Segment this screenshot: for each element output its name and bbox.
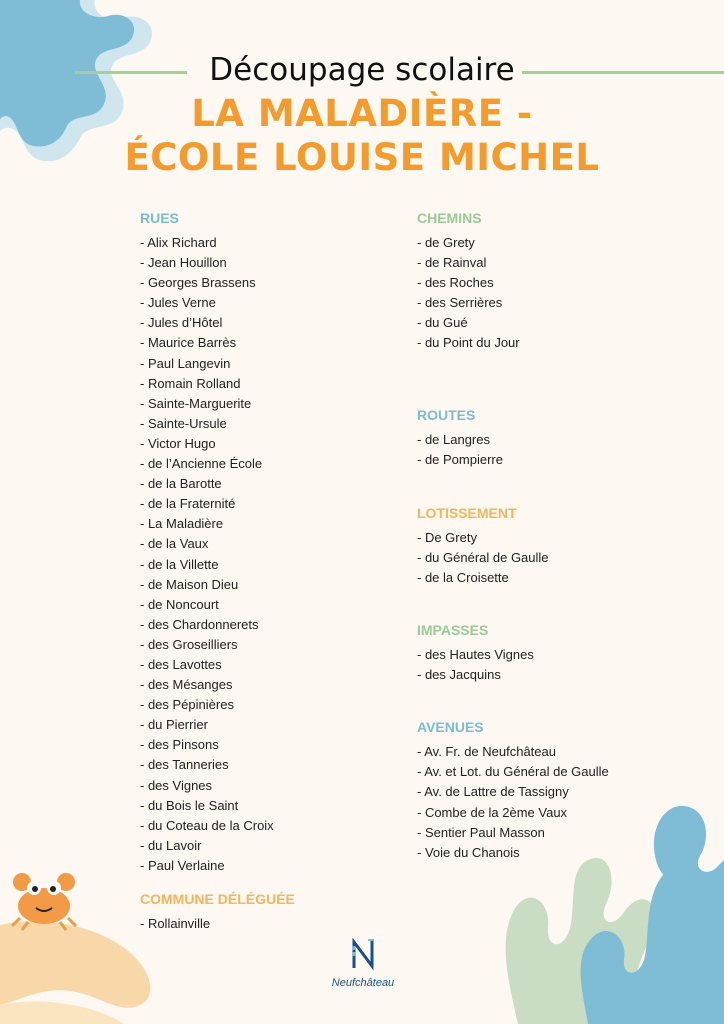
list-item: - Alix Richard <box>140 235 217 250</box>
list-chemins <box>417 233 717 354</box>
section-impasses <box>417 621 717 685</box>
left-column <box>140 209 390 934</box>
list-item: - La Maladière <box>140 516 224 532</box>
section-lotissement <box>417 504 717 588</box>
section-routes <box>417 406 717 470</box>
list-item: - des Vignes <box>140 777 213 793</box>
crab-icon <box>4 862 84 932</box>
list-item: - Combe de la 2ème Vaux <box>417 804 568 820</box>
list-item: - des Lavottes <box>140 656 222 672</box>
list-item: - Jules d’Hôtel <box>140 315 223 331</box>
page-title-line1: LA MALADIÈRE - <box>191 92 533 135</box>
list-item: - des Pinsons <box>140 737 219 753</box>
section-title-chemins: CHEMINS <box>417 210 482 226</box>
list-item: - des Roches <box>417 275 494 291</box>
section-title-commune: COMMUNE DÉLÉGUÉE <box>140 891 295 907</box>
list-item: - de l’Ancienne École <box>140 456 263 472</box>
section-title-avenues: AVENUES <box>417 719 484 736</box>
list-item: - Georges Brassens <box>140 275 256 291</box>
list-item: - des Pépinières <box>140 697 234 713</box>
list-item: - de Grety <box>417 235 475 250</box>
list-item: - du Bois le Saint <box>140 797 239 813</box>
list-item: - de la Villette <box>140 556 219 572</box>
list-item: - des Hautes Vignes <box>417 647 534 663</box>
list-item: - de la Croisette <box>417 569 509 585</box>
list-item: - Romain Rolland <box>140 375 241 391</box>
list-item: - de Rainval <box>417 255 487 271</box>
list-item: - Av. de Lattre de Tassigny <box>417 784 569 800</box>
list-item: - du Point du Jour <box>417 335 520 351</box>
section-rues <box>140 209 390 876</box>
list-item: - De Grety <box>417 529 477 545</box>
list-item: - de Langres <box>417 431 490 447</box>
list-item: - des Chardonnerets <box>140 616 259 632</box>
logo-n-icon <box>350 938 376 970</box>
logo-text: Neufchâteau <box>331 977 395 989</box>
list-item: - de Pompierre <box>417 451 503 467</box>
page-subtitle: Découpage scolaire <box>209 52 515 88</box>
list-item: - du Gué <box>417 315 468 331</box>
list-item: - Maurice Barrès <box>140 335 237 351</box>
list-item: - de la Vaux <box>140 536 209 552</box>
list-item: - du Pierrier <box>140 717 208 733</box>
list-item: - Sentier Paul Masson <box>417 824 545 840</box>
list-item: - Av. Fr. de Neufchâteau <box>417 744 556 760</box>
list-rues <box>140 233 390 876</box>
section-avenues <box>417 718 717 863</box>
list-item: - de la Fraternité <box>140 496 236 512</box>
section-title-rues: RUES <box>140 210 179 226</box>
list-item: - des Serrières <box>417 295 503 311</box>
list-item: - Sainte-Marguerite <box>140 395 252 411</box>
list-routes <box>417 430 717 470</box>
list-item: - Jules Verne <box>140 295 216 311</box>
section-title-routes: ROUTES <box>417 406 476 423</box>
list-item: - du Général de Gaulle <box>417 549 549 565</box>
list-commune <box>140 914 390 934</box>
section-chemins <box>417 209 717 354</box>
neufchateau-logo <box>318 938 408 989</box>
list-item: - Jean Houillon <box>140 255 227 271</box>
section-commune <box>140 890 390 934</box>
list-item: - Av. et Lot. du Général de Gaulle <box>417 764 609 780</box>
list-item: - Paul Langevin <box>140 355 231 371</box>
list-avenues <box>417 742 717 863</box>
page-title-line2: ÉCOLE LOUISE MICHEL <box>124 136 600 179</box>
list-item: - de Noncourt <box>140 596 219 612</box>
title-block <box>0 50 724 180</box>
list-item: - du Lavoir <box>140 837 202 853</box>
section-title-lotissement: LOTISSEMENT <box>417 504 517 521</box>
list-item: - des Mésanges <box>140 677 233 693</box>
list-item: - de Maison Dieu <box>140 576 239 592</box>
page-title <box>0 92 724 180</box>
list-lotissement <box>417 528 717 588</box>
list-item: - de la Barotte <box>140 476 222 492</box>
list-item: - du Coteau de la Croix <box>140 817 274 833</box>
list-item: - des Groseilliers <box>140 636 238 652</box>
list-impasses <box>417 645 717 685</box>
list-item: - Voie du Chanois <box>417 844 520 860</box>
list-item: - des Jacquins <box>417 667 501 683</box>
section-title-impasses: IMPASSES <box>417 622 489 639</box>
list-item: - Paul Verlaine <box>140 857 225 873</box>
list-item: - Rollainville <box>140 916 211 931</box>
list-item: - Sainte-Ursule <box>140 415 227 431</box>
list-item: - des Tanneries <box>140 757 229 773</box>
list-item: - Victor Hugo <box>140 435 216 451</box>
right-column <box>417 209 717 863</box>
